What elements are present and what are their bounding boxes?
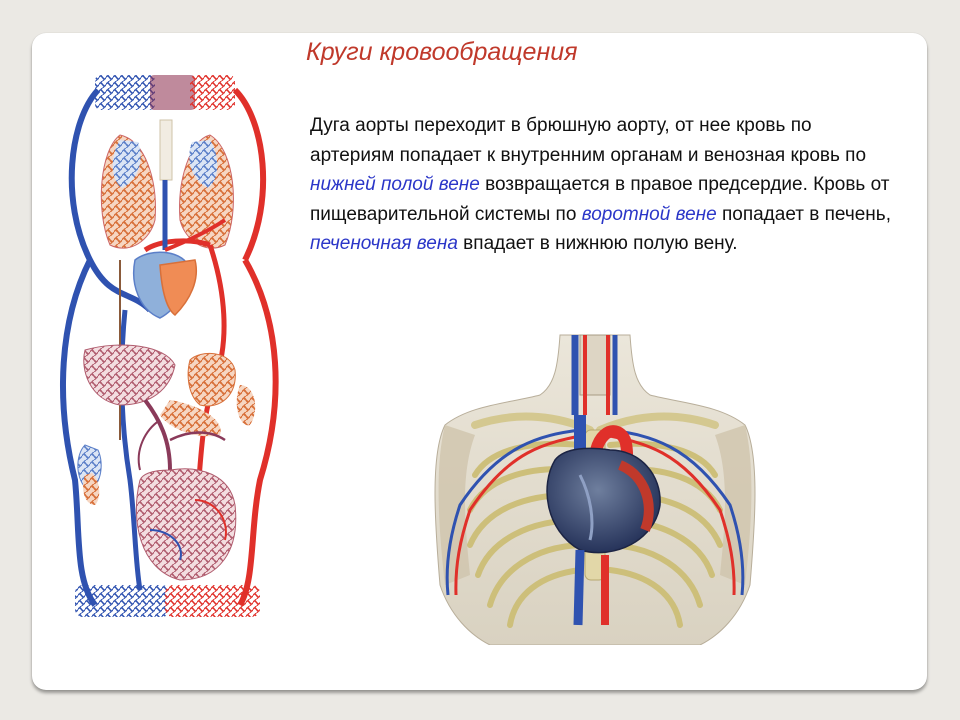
body-text-part-1: Дуга аорты переходит в брюшную аорту, от нее кровь по артериям попадает к внутренним органам и венозная кровь по <box>310 115 867 166</box>
body-text-part-4: впадает в нижнюю полую вену. <box>457 233 738 254</box>
term-portal-vein: воротной вене <box>581 203 717 225</box>
slide-body-text <box>310 111 900 259</box>
body-text-part-3: попадает в печень, <box>716 203 891 225</box>
term-inferior-vena-cava: нижней полой вене <box>310 174 480 195</box>
body-text-part-2: возвращается в правое предсердие. Кровь от пищеварительной системы по <box>310 174 890 225</box>
thorax-anatomy-illustration <box>430 325 760 645</box>
term-hepatic-vein: печеночная вена <box>310 233 458 254</box>
slide-title: Круги кровообращения <box>306 38 578 66</box>
circulation-diagram-illustration <box>50 60 285 630</box>
